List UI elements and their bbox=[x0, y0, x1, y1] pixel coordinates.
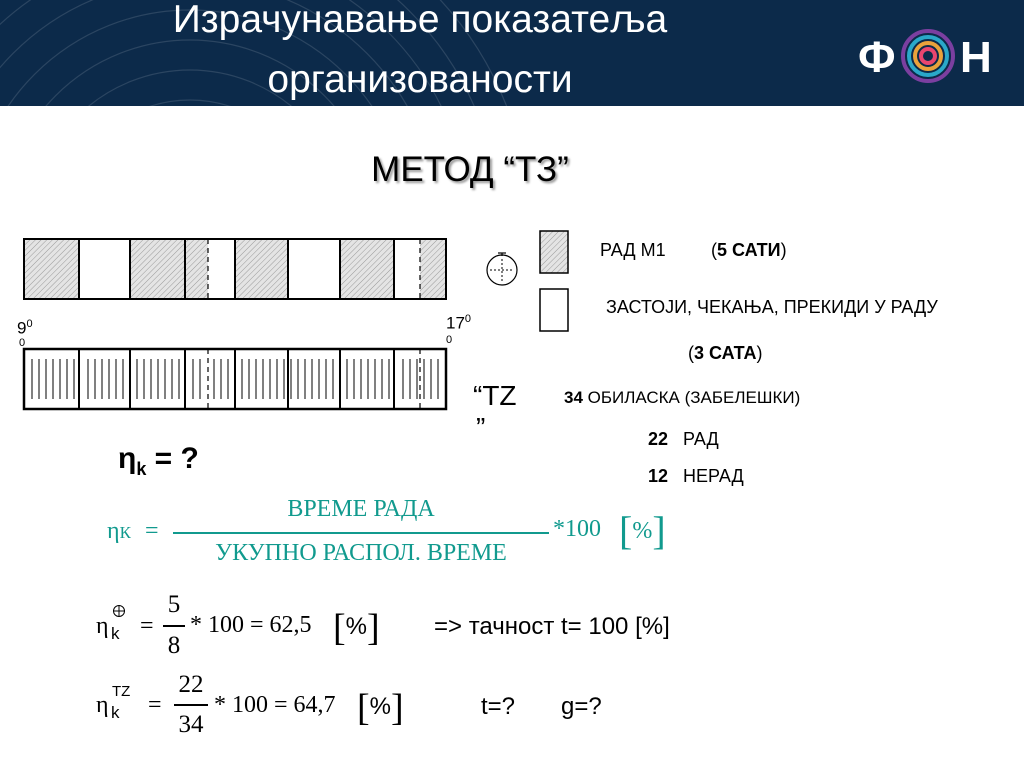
tz-label-line2: ” bbox=[476, 412, 486, 443]
formula-clock-equals: = bbox=[140, 613, 154, 639]
timeline-tz-bar bbox=[22, 346, 450, 412]
tz-visits: 34 ОБИЛАСКА (ЗАБЕЛЕШКИ) bbox=[564, 388, 801, 407]
timeline-clock-bar bbox=[22, 236, 450, 302]
fon-logo bbox=[856, 22, 996, 93]
formula-clock-numerator: 5 bbox=[167, 591, 181, 618]
unknown-t: t=? bbox=[481, 693, 516, 720]
formula-tz-sub: k bbox=[111, 703, 120, 722]
formula-clock-unit: [%] bbox=[333, 607, 380, 649]
work-segment bbox=[420, 240, 445, 298]
end-time-sub: 0 bbox=[446, 334, 453, 346]
logo-letter-right: Н bbox=[960, 33, 992, 82]
tz-idle-count: 12 НЕРАД bbox=[648, 466, 744, 486]
formula-clock-result: * 100 = 62,5 bbox=[190, 612, 312, 638]
formula-general-fraction-bar bbox=[173, 532, 549, 534]
work-segment bbox=[130, 240, 184, 298]
formula-general-denominator: УКУПНО РАСПОЛ. ВРЕМЕ bbox=[215, 540, 507, 566]
formula-general-unit: [%] bbox=[619, 508, 666, 553]
legend-work-swatch bbox=[538, 229, 572, 277]
work-segment bbox=[340, 240, 394, 298]
legend-idle-swatch bbox=[538, 287, 572, 335]
clock-superscript-icon bbox=[112, 604, 126, 618]
accuracy-statement: => тачност t= 100 [%] bbox=[434, 613, 670, 640]
legend-idle-hours: (3 САТА) bbox=[688, 343, 763, 363]
formula-general-numerator: ВРЕМЕ РАДА bbox=[287, 496, 435, 522]
formula-general-equals: = bbox=[145, 518, 159, 544]
formula-general-multiplier: *100 bbox=[553, 516, 601, 542]
header-banner bbox=[0, 0, 1024, 106]
formula-tz-fraction-bar bbox=[174, 704, 208, 706]
efficiency-question: $\eta_k$ = ? bbox=[118, 442, 199, 479]
legend-work-label: РАД М1 bbox=[600, 240, 666, 260]
tz-label-line1: “TZ bbox=[473, 380, 517, 411]
formula-tz-result: * 100 = 64,7 bbox=[214, 692, 336, 718]
formula-general-eta: ηК bbox=[107, 518, 131, 544]
legend-work-hours: (5 САТИ) bbox=[711, 240, 787, 260]
formula-tz-unit: [%] bbox=[357, 687, 404, 729]
legend-idle-label: ЗАСТОЈИ, ЧЕКАЊА, ПРЕКИДИ У РАДУ bbox=[606, 297, 938, 317]
formula-tz-sup: TZ bbox=[112, 683, 131, 700]
formula-clock-denominator: 8 bbox=[167, 632, 181, 659]
logo-letter-left: Ф bbox=[858, 33, 896, 82]
formula-tz-numerator: 22 bbox=[178, 671, 204, 698]
formula-tz-equals: = bbox=[148, 692, 162, 718]
formula-clock-sub: k bbox=[111, 624, 120, 643]
unknown-g: g=? bbox=[561, 693, 602, 720]
formula-tz-eta: η bbox=[96, 692, 109, 718]
page-title-line1: Израчунавање показатеља bbox=[172, 0, 668, 41]
page-title-line2: организованости bbox=[267, 58, 573, 101]
work-segment bbox=[235, 240, 288, 298]
formula-clock-fraction-bar bbox=[163, 625, 185, 627]
clock-symbol-icon bbox=[484, 247, 520, 291]
start-time-label: $9^0$ bbox=[17, 318, 33, 338]
work-segment bbox=[185, 240, 208, 298]
tz-work-count: 22 РАД bbox=[648, 429, 719, 449]
formula-tz-denominator: 34 bbox=[178, 711, 204, 738]
end-time-label: $17^0$ bbox=[446, 313, 472, 333]
formula-clock-eta: η bbox=[96, 613, 109, 639]
method-title: МЕТОД “ТЗ” bbox=[371, 150, 569, 189]
start-time-sub: 0 bbox=[19, 337, 26, 349]
work-segment bbox=[25, 240, 79, 298]
